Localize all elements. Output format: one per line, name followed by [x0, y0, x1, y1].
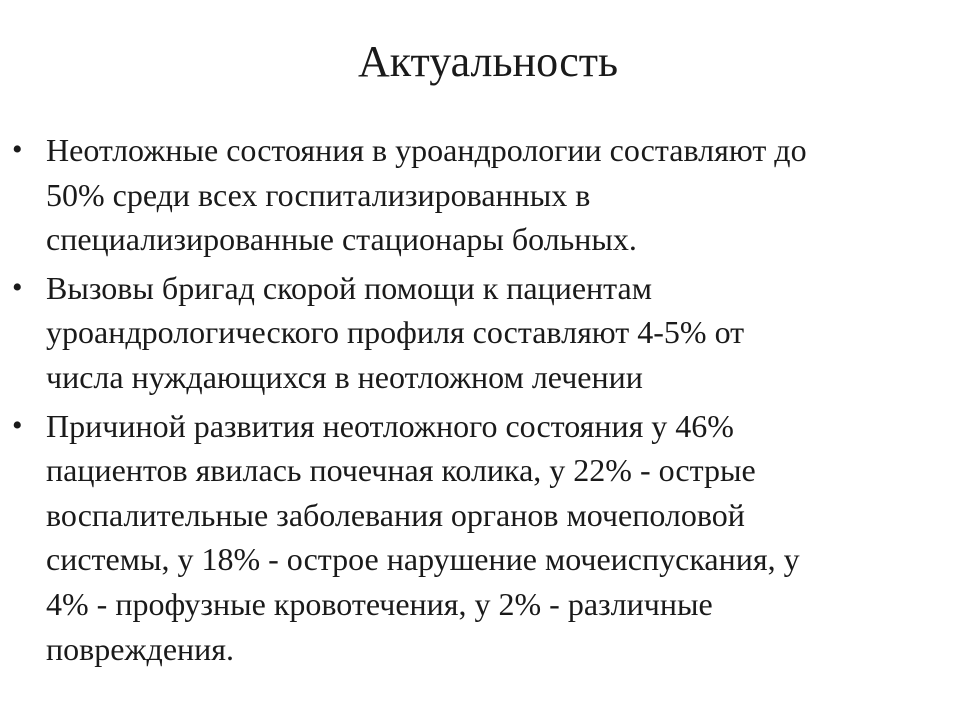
- bullet-line: Причиной развития неотложного состояния у 46%: [46, 407, 734, 444]
- bullet-text: [46, 128, 946, 262]
- bullet-line: уроандрологического профиля составляют 4-5% от: [46, 314, 745, 351]
- bullet-icon: •: [12, 270, 23, 304]
- bullet-line: пациентов явилась почечная колика, у 22% - острые: [46, 452, 756, 489]
- bullet-line: 50% среди всех госпитализированных в: [46, 176, 591, 213]
- bullet-list: [12, 128, 946, 675]
- bullet-text: [46, 404, 946, 672]
- bullet-line: 4% - профузные кровотечения, у 2% - различные: [46, 585, 713, 622]
- bullet-line: воспалительные заболевания органов мочеполовой: [46, 496, 745, 533]
- bullet-icon: •: [12, 408, 23, 442]
- bullet-line: числа нуждающихся в неотложном лечении: [46, 358, 643, 395]
- bullet-line: Неотложные состояния в уроандрологии составляют до: [46, 132, 807, 168]
- bullet-line: повреждения.: [46, 630, 234, 667]
- bullet-line: Вызовы бригад скорой помощи к пациентам: [46, 269, 652, 306]
- bullet-item: [12, 404, 946, 672]
- slide-title: Актуальность: [357, 37, 619, 86]
- bullet-line: специализированные стационары больных.: [46, 221, 637, 258]
- bullet-text: [46, 266, 946, 400]
- bullet-item: [12, 266, 946, 400]
- bullet-line: системы, у 18% - острое нарушение мочеиспускания, у: [46, 541, 800, 578]
- bullet-icon: •: [12, 133, 23, 166]
- bullet-item: [12, 128, 946, 262]
